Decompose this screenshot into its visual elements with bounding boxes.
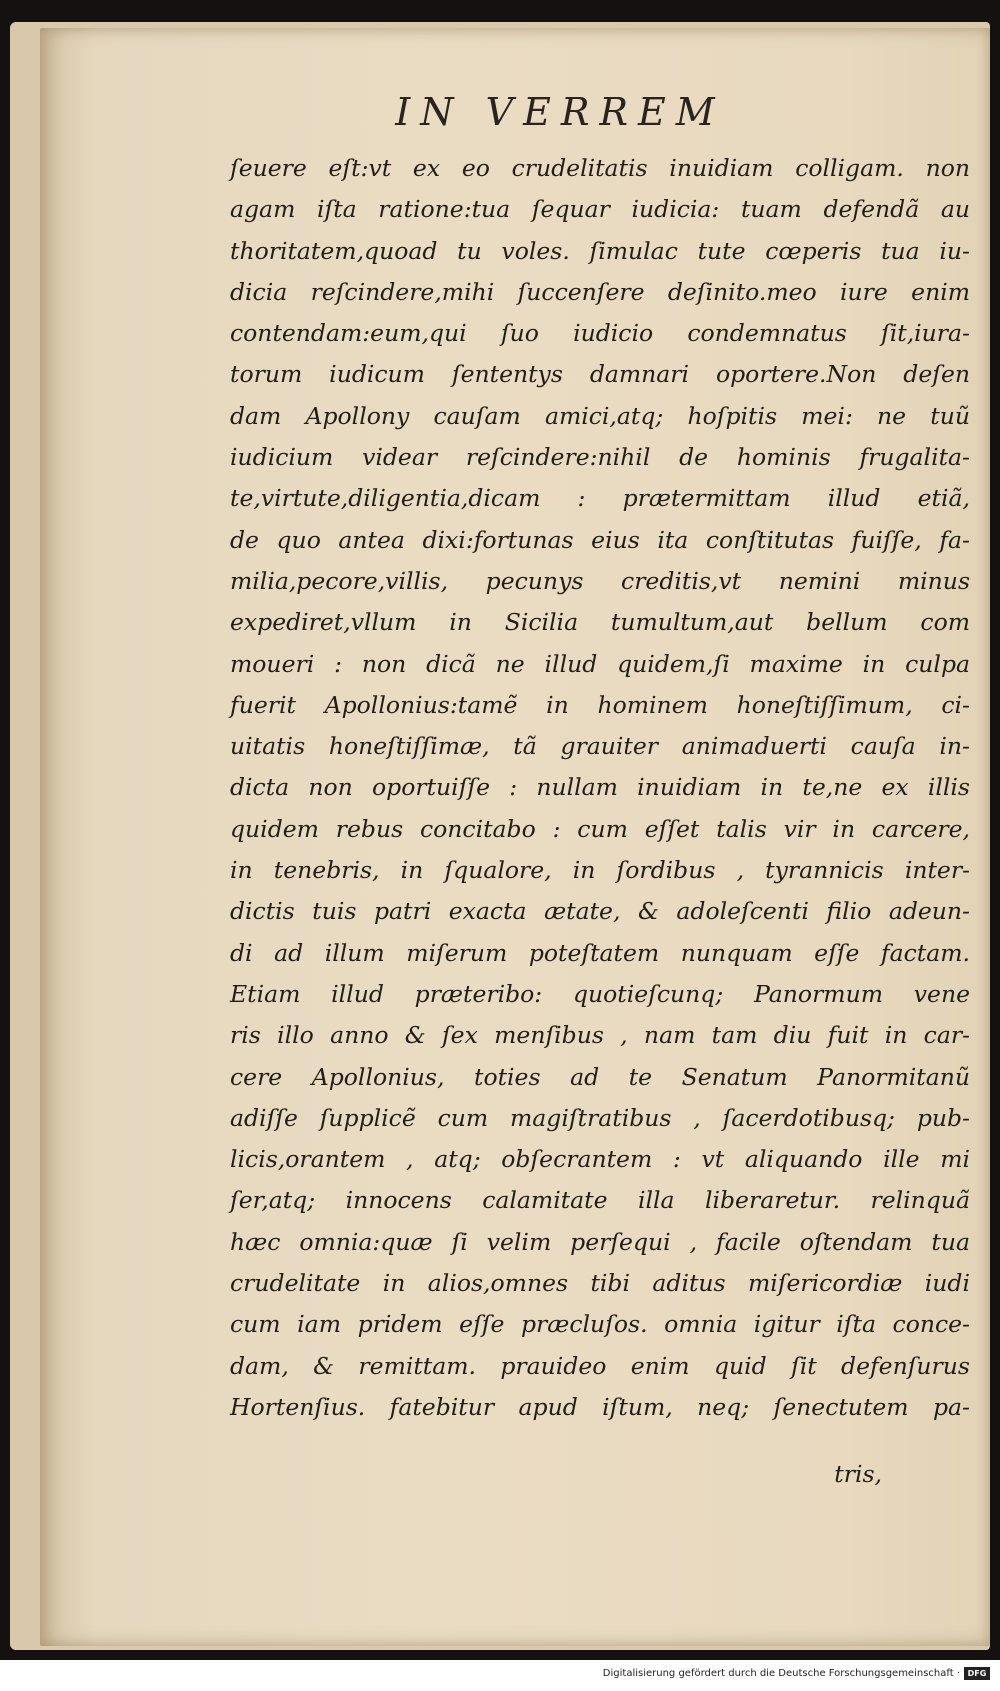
text-line: ſeuere eſt:vt ex eo crudelitatis inuidiam colligam. non [230, 154, 970, 182]
text-line: crudelitate in alios,omnes tibi aditus miſericordiæ iudi [230, 1269, 970, 1298]
text-line: dicta non oportuiſſe : nullam inuidiam in te,ne ex illis [230, 773, 970, 802]
text-line: agam iſta ratione:tua ſequar iudicia: tuam defendã au [230, 195, 970, 224]
text-line: cum iam pridem eſſe præcluſos. omnia igitur iſta conce- [230, 1310, 970, 1339]
text-line: ſer,atq; innocens calamitate illa liberaretur. relinquã [230, 1186, 970, 1215]
book-page [40, 28, 990, 1646]
text-line: dam, & remittam. prauideo enim quid ſit defenſurus [230, 1351, 970, 1380]
text-line: torum iudicum ſententys damnari oportere.Non deſen [230, 360, 970, 389]
footer-bar [0, 1660, 1000, 1691]
text-line: moueri : non dicã ne illud quidem,ſi maxime in culpa [230, 649, 970, 678]
text-line: uitatis honeſtiſſimæ, tã grauiter animaduerti cauſa in- [230, 732, 970, 761]
dfg-logo: DFG [964, 1667, 990, 1680]
text-line: hæc omnia:quæ ſi velim perſequi , facile oſtendam tua [230, 1227, 970, 1256]
text-line: te,virtute,diligentia,dicam : prætermittam illud etiã, [230, 484, 970, 513]
footer-credit: Digitalisierung gefördert durch die Deutsche Forschungsgemeinschaft · [602, 1668, 960, 1679]
text-line: iudicium videar reſcindere:nihil de hominis frugalita- [230, 443, 970, 472]
text-line: milia,pecore,villis, pecunys creditis,vt nemini minus [230, 566, 970, 595]
text-line: cere Apollonius, toties ad te Senatum Panormitanũ [230, 1062, 970, 1091]
text-line: dam Apollony cauſam amici,atq; hoſpitis mei: ne tuũ [230, 401, 970, 430]
text-line: fuerit Apollonius:tamẽ in hominem honeſtiſſimum, ci- [230, 690, 970, 719]
text-line: dictis tuis patri exacta ætate, & adoleſcenti filio adeun- [230, 897, 970, 926]
text-line: dicia reſcindere,mihi ſuccenſere deſinito.meo iure enim [230, 277, 970, 306]
text-line: in tenebris, in ſqualore, in ſordibus , tyrannicis inter- [230, 856, 970, 885]
text-line: expediret,vllum in Sicilia tumultum,aut bellum com [230, 608, 970, 637]
text-line: di ad illum miſerum poteſtatem nunquam eſſe factam. [230, 938, 970, 967]
text-line: licis,orantem , atq; obſecrantem : vt aliquando ille mi [230, 1145, 970, 1174]
text-line: Hortenſius. fatebitur apud iſtum, neq; ſenectutem pa- [230, 1392, 970, 1421]
body-text [230, 148, 970, 1428]
text-line: Etiam illud præteribo: quotieſcunq; Panormum vene [230, 979, 970, 1008]
running-head: IN VERREM [395, 90, 725, 134]
text-line: quidem rebus concitabo : cum eſſet talis vir in carcere, [230, 814, 970, 843]
catchword: tris, [834, 1460, 882, 1488]
text-line: contendam:eum,qui ſuo iudicio condemnatus ſit,iura- [230, 319, 970, 348]
text-line: de quo antea dixi:fortunas eius ita conſtitutas fuiſſe, fa- [230, 525, 970, 554]
text-line: thoritatem,quoad tu voles. ſimulac tute cœperis tua iu- [230, 236, 970, 265]
text-line: ris illo anno & ſex menſibus , nam tam diu fuit in car- [230, 1021, 970, 1050]
text-line: adiſſe ſupplicẽ cum magiſtratibus , ſacerdotibusq; pub- [230, 1103, 970, 1132]
